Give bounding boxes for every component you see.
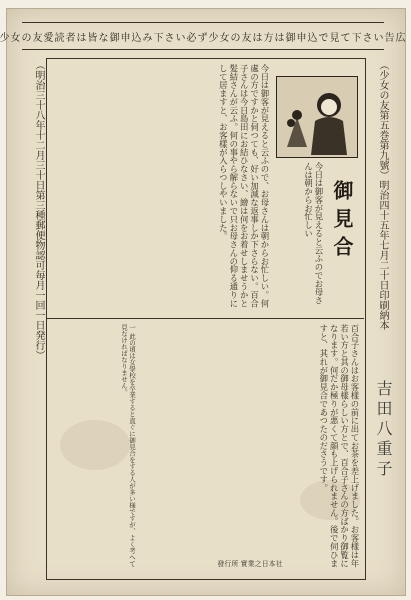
article-body-bottom: 百合子さんはお客樣の前に出てお茶を差上げました。お客樣は年若い方と其の御母樣らしい方とで、百合子さんの方ばかり御覧になります。何だか極りが悪くて顔も上げられません。後で伺ひますと、其れが御見合であつたのださうです。 xyxy=(318,324,360,568)
article-title: 御見合 xyxy=(330,180,354,264)
advertisement-banner xyxy=(0,22,407,50)
article-notes: 一 此の頃は女學校を卒業すると直ぐに御見合をする人が多い様ですが、よく考へて見なければなりません。 xyxy=(120,324,136,567)
issue-info: （少女の友第五巻第九號）明治四十五年七月二十日印刷納本 xyxy=(377,60,388,330)
section-divider xyxy=(46,318,364,319)
publisher-footer: 發行所 實業之日本社 xyxy=(217,560,283,568)
banner-text: 少女の友愛読者は皆な御申込み下さい必ず少女の友は方は御申込で見て下さい告広 xyxy=(0,32,407,44)
postal-permit-info: （明治三十八年十二月三十日第三種郵便物認可毎月一回一日発行） xyxy=(33,60,44,360)
author-signature: 吉田八重子 xyxy=(374,380,393,480)
illustration-woman-with-flowers xyxy=(276,76,358,158)
article-body-lead: 今日は御客が見えると云ふのでお母さんは朝からお忙しい xyxy=(303,162,324,305)
article-body-top: 今日は御客が見えると云ふので、お母さんは朝からお忙しい。何處の方ですかと伺つても、好い加減な返事しか下さらない。百合子さんは今日島田にお結ひなさい、繪は何をお着せしませうかと髪結さんが云ふ。何の事やら解らないで只お母さんの仰る通りにして居ますと、お客樣が入らつしやいました。 xyxy=(218,64,270,308)
